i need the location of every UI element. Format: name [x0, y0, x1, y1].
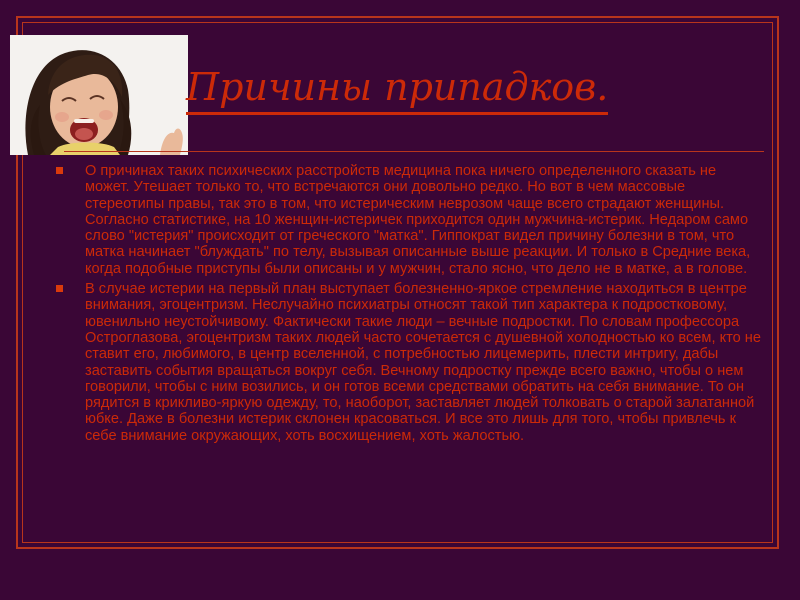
title-divider: [64, 151, 764, 152]
bullet-list: [52, 163, 762, 538]
slide-title: Причины припадков.: [186, 62, 608, 115]
crying-child-photo: [10, 35, 188, 155]
bullet-item: [52, 163, 762, 277]
square-bullet-icon: [56, 285, 63, 292]
bullet-item: [52, 281, 762, 444]
bullet-text: О причинах таких психических расстройств медицина пока ничего определенного сказать не может. Утешает только то, что встречаются они довольно редко. Но вот в чем массовые стереотипы правы, так это в том, что истерическим неврозом чаще всего страдают женщины. Согласно статистике, на 10 женщин-истеричек приходится один мужчина-истерик. Недаром само слово "истерия" происходит от греческого "матка". Гиппократ видел причину болезни в том, что матка начинает "блуждать" по телу, вызывая описанные выше реакции. И только в Средние века, когда подобные приступы были описаны и у мужчин, стало ясно, что дело не в матке, а в голове.: [85, 163, 751, 277]
square-bullet-icon: [56, 167, 63, 174]
bullet-text: В случае истерии на первый план выступает болезненно-яркое стремление находиться в центре внимания, эгоцентризм. Неслучайно психиатры относят такой тип характера к подростковому, ювенильно неустойчивому. Фактически такие люди – вечные подростки. По словам профессора Остроглазова, эгоцентризм таких людей часто сочетается с душевной холодностью ко всем, кто не ставит его, любимого, в центр вселенной, с потребностью лицемерить, плести интригу, дабы заставить события вращаться вокруг себя. Вечному подростку прежде всего важно, чтобы о нем говорили, чтобы с ним возились, и он готов всеми средствами обратить на себя внимание. То он рядится в крикливо-яркую одежду, то, наоборот, заставляет людей толковать о старой залатанной юбке. Даже в болезни истерик склонен красоваться. И все это лишь для того, чтобы привлечь к себе внимание окружающих, хоть восхищением, хоть жалостью.: [85, 281, 761, 444]
crying-child-image: [10, 35, 188, 155]
